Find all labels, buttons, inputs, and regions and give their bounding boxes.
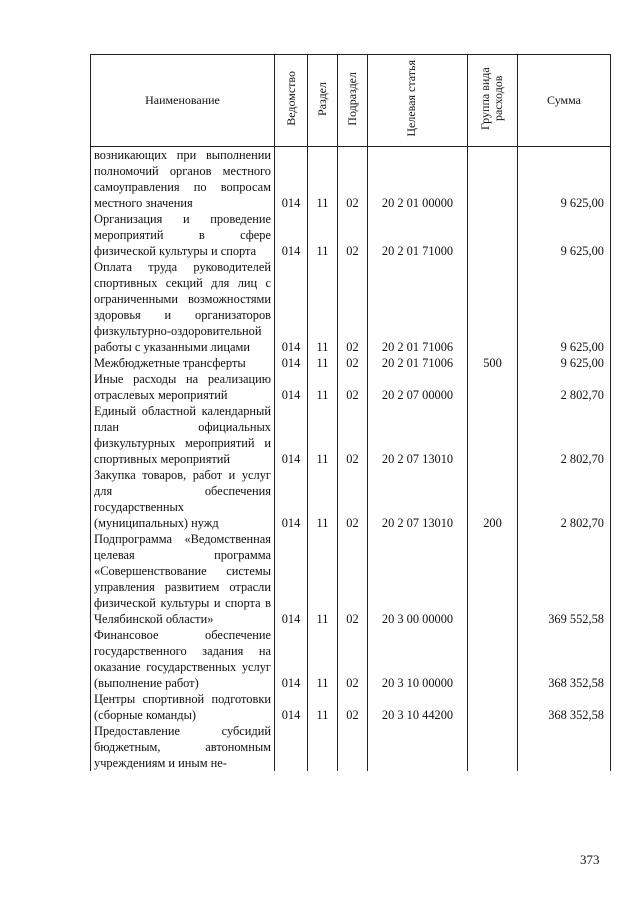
page-number: 373 bbox=[580, 852, 600, 867]
header-podrazdel: Подраздел bbox=[338, 55, 368, 147]
cell-summa bbox=[518, 723, 611, 771]
table-row bbox=[91, 691, 611, 723]
cell-gruppa: 500 bbox=[468, 355, 518, 371]
cell-gruppa bbox=[468, 531, 518, 627]
cell-vedomstvo: 014 bbox=[275, 467, 308, 531]
cell-vedomstvo bbox=[275, 723, 308, 771]
cell-summa: 2 802,70 bbox=[518, 371, 611, 403]
table-row bbox=[91, 723, 611, 771]
cell-summa: 2 802,70 bbox=[518, 467, 611, 531]
table-row bbox=[91, 467, 611, 531]
cell-razdel: 11 bbox=[308, 259, 338, 355]
table-row bbox=[91, 403, 611, 467]
header-gruppa-vida-rashodov: Группа вида расходов bbox=[468, 55, 518, 147]
cell-summa: 9 625,00 bbox=[518, 211, 611, 259]
header-vedomstvo: Ведомство bbox=[275, 55, 308, 147]
cell-podrazdel bbox=[338, 723, 368, 771]
cell-summa: 9 625,00 bbox=[518, 355, 611, 371]
cell-tselevaya-statya: 20 2 07 00000 bbox=[368, 371, 468, 403]
cell-gruppa bbox=[468, 147, 518, 212]
cell-podrazdel: 02 bbox=[338, 211, 368, 259]
cell-razdel: 11 bbox=[308, 403, 338, 467]
cell-podrazdel: 02 bbox=[338, 403, 368, 467]
table-row bbox=[91, 627, 611, 691]
cell-summa: 2 802,70 bbox=[518, 403, 611, 467]
cell-podrazdel: 02 bbox=[338, 627, 368, 691]
table-row bbox=[91, 147, 611, 212]
cell-summa: 9 625,00 bbox=[518, 259, 611, 355]
cell-podrazdel: 02 bbox=[338, 259, 368, 355]
cell-vedomstvo: 014 bbox=[275, 371, 308, 403]
cell-tselevaya-statya bbox=[368, 723, 468, 771]
cell-gruppa bbox=[468, 371, 518, 403]
cell-name: Финансовое обеспечение государственного задания на оказание государственных услуг (выполнение работ) bbox=[91, 627, 275, 691]
cell-name: Закупка товаров, работ и услуг для обеспечения государственных (муниципальных) нужд bbox=[91, 467, 275, 531]
header-name: Наименование bbox=[91, 55, 275, 147]
cell-vedomstvo: 014 bbox=[275, 403, 308, 467]
cell-name: Межбюджетные трансферты bbox=[91, 355, 275, 371]
cell-name: Центры спортивной подготовки (сборные команды) bbox=[91, 691, 275, 723]
cell-name: Предоставление субсидий бюджетным, автономным учреждениям и иным не- bbox=[91, 723, 275, 771]
cell-gruppa bbox=[468, 723, 518, 771]
cell-razdel: 11 bbox=[308, 627, 338, 691]
cell-podrazdel: 02 bbox=[338, 371, 368, 403]
cell-vedomstvo: 014 bbox=[275, 211, 308, 259]
cell-vedomstvo: 014 bbox=[275, 691, 308, 723]
cell-tselevaya-statya: 20 2 01 71006 bbox=[368, 355, 468, 371]
cell-tselevaya-statya: 20 2 07 13010 bbox=[368, 403, 468, 467]
cell-summa: 369 552,58 bbox=[518, 531, 611, 627]
table-body bbox=[91, 147, 611, 772]
table-row bbox=[91, 371, 611, 403]
cell-razdel: 11 bbox=[308, 355, 338, 371]
cell-vedomstvo: 014 bbox=[275, 147, 308, 212]
table-row bbox=[91, 259, 611, 355]
table-row bbox=[91, 355, 611, 371]
cell-summa: 368 352,58 bbox=[518, 627, 611, 691]
cell-tselevaya-statya: 20 2 01 71006 bbox=[368, 259, 468, 355]
cell-razdel: 11 bbox=[308, 211, 338, 259]
header-tselevaya-statya: Целевая статья bbox=[368, 55, 468, 147]
header-razdel: Раздел bbox=[308, 55, 338, 147]
cell-razdel bbox=[308, 723, 338, 771]
cell-podrazdel: 02 bbox=[338, 531, 368, 627]
header-summa: Сумма bbox=[518, 55, 611, 147]
cell-gruppa bbox=[468, 259, 518, 355]
cell-tselevaya-statya: 20 2 07 13010 bbox=[368, 467, 468, 531]
cell-gruppa: 200 bbox=[468, 467, 518, 531]
cell-gruppa bbox=[468, 691, 518, 723]
cell-name: Иные расходы на реализацию отраслевых мероприятий bbox=[91, 371, 275, 403]
table-row bbox=[91, 531, 611, 627]
cell-razdel: 11 bbox=[308, 691, 338, 723]
cell-summa: 368 352,58 bbox=[518, 691, 611, 723]
cell-name: Оплата труда руководителей спортивных секций для лиц с ограниченными возможностями здоровья и организаторов физкультурно-оздоровительной работы с указанными лицами bbox=[91, 259, 275, 355]
cell-razdel: 11 bbox=[308, 147, 338, 212]
cell-vedomstvo: 014 bbox=[275, 531, 308, 627]
cell-podrazdel: 02 bbox=[338, 691, 368, 723]
cell-tselevaya-statya: 20 2 01 00000 bbox=[368, 147, 468, 212]
budget-table bbox=[90, 54, 611, 771]
table-row bbox=[91, 211, 611, 259]
cell-razdel: 11 bbox=[308, 531, 338, 627]
cell-razdel: 11 bbox=[308, 467, 338, 531]
cell-podrazdel: 02 bbox=[338, 355, 368, 371]
cell-razdel: 11 bbox=[308, 371, 338, 403]
cell-gruppa bbox=[468, 211, 518, 259]
cell-name: возникающих при выполнении полномочий органов местного самоуправления по вопросам местного значения bbox=[91, 147, 275, 212]
cell-vedomstvo: 014 bbox=[275, 355, 308, 371]
cell-gruppa bbox=[468, 403, 518, 467]
cell-name: Единый областной календарный план официальных физкультурных мероприятий и спортивных мероприятий bbox=[91, 403, 275, 467]
cell-name: Организация и проведение мероприятий в сфере физической культуры и спорта bbox=[91, 211, 275, 259]
cell-tselevaya-statya: 20 3 10 00000 bbox=[368, 627, 468, 691]
cell-summa: 9 625,00 bbox=[518, 147, 611, 212]
cell-tselevaya-statya: 20 3 00 00000 bbox=[368, 531, 468, 627]
cell-podrazdel: 02 bbox=[338, 467, 368, 531]
cell-vedomstvo: 014 bbox=[275, 259, 308, 355]
cell-tselevaya-statya: 20 2 01 71000 bbox=[368, 211, 468, 259]
cell-tselevaya-statya: 20 3 10 44200 bbox=[368, 691, 468, 723]
cell-gruppa bbox=[468, 627, 518, 691]
cell-podrazdel: 02 bbox=[338, 147, 368, 212]
table-header-row bbox=[91, 55, 611, 147]
cell-vedomstvo: 014 bbox=[275, 627, 308, 691]
cell-name: Подпрограмма «Ведомственная целевая программа «Совершенствование системы управления развитием отрасли физической культуры и спорта в Челябинской области» bbox=[91, 531, 275, 627]
